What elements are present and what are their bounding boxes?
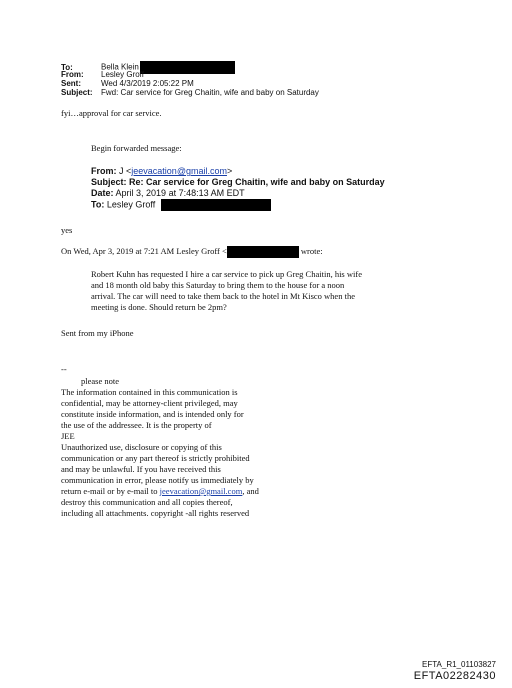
redaction-block: [140, 61, 235, 74]
forwarded-from-close: >: [226, 166, 233, 176]
forwarded-from-name: J <: [119, 166, 132, 176]
forwarded-to-value: Lesley Groff: [106, 199, 156, 210]
on-wed-suffix: wrote:: [300, 246, 323, 256]
intro-text: fyi…approval for car service.: [61, 108, 162, 118]
sent-value: Wed 4/3/2019 2:05:22 PM: [101, 79, 194, 88]
header-subject-row: [61, 88, 319, 98]
disclaimer-line: including all attachments. copyright -all rights reserved: [61, 508, 250, 518]
to-label: To:: [61, 62, 73, 72]
disclaimer-line: The information contained in this communication is: [61, 387, 238, 397]
disclaimer-line: destroy this communication and all copies thereof,: [61, 497, 233, 507]
forwarded-date-value: April 3, 2019 at 7:48:13 AM EDT: [115, 188, 245, 198]
forwarded-from-email[interactable]: jeevacation@gmail.com: [131, 166, 227, 176]
quoted-line: and 18 month old baby this Saturday to bring them to the house for a noon: [91, 280, 345, 290]
disclaimer-line: Unauthorized use, disclosure or copying of this: [61, 442, 222, 452]
from-value: Lesley Groff: [101, 70, 144, 79]
sent-from-text: Sent from my iPhone: [61, 328, 134, 338]
disclaimer-block: [61, 387, 259, 519]
subject-label: Subject:: [61, 88, 93, 97]
disclaimer-line: communication or any part thereof is strictly prohibited: [61, 453, 250, 463]
redaction-block: [161, 199, 271, 211]
from-label: From:: [61, 70, 84, 79]
please-note-text: please note: [81, 376, 119, 386]
disclaimer-line: communication in error, please notify us immediately by: [61, 475, 254, 485]
redaction-block: [227, 246, 299, 258]
on-wed-line: [61, 246, 323, 258]
footer-large-id: EFTA02282430: [413, 670, 496, 682]
forwarded-subject-value: Re: Car service for Greg Chaitin, wife and baby on Saturday: [129, 177, 385, 187]
to-value: Bella Klein: [101, 62, 139, 72]
forwarded-to-label: To:: [91, 199, 105, 210]
forwarded-from-row: [91, 166, 232, 177]
begin-forwarded-text: Begin forwarded message:: [91, 143, 182, 153]
quoted-line: arrival. The car will need to take them back to the hotel in Mt Kisco when the: [91, 291, 355, 301]
disclaimer-link-suffix: , and: [242, 486, 259, 496]
signature-dashes: --: [61, 364, 67, 374]
forwarded-date-row: [91, 188, 245, 199]
forwarded-to-row: [91, 199, 271, 211]
subject-value: Fwd: Car service for Greg Chaitin, wife and baby on Saturday: [101, 88, 319, 97]
disclaimer-link-prefix: return e-mail or by e-mail to: [61, 486, 160, 496]
forwarded-subject-row: [91, 177, 385, 188]
reply-text: yes: [61, 225, 73, 235]
disclaimer-line: the use of the addressee. It is the property of: [61, 420, 212, 430]
forwarded-from-label: From:: [91, 166, 117, 176]
disclaimer-email-link[interactable]: jeevacation@gmail.com: [159, 486, 243, 496]
quoted-line: meeting is done. Should return be 2pm?: [91, 302, 227, 312]
quoted-line: Robert Kuhn has requested I hire a car service to pick up Greg Chaitin, his wife: [91, 269, 362, 279]
disclaimer-line: constitute inside information, and is intended only for: [61, 409, 244, 419]
disclaimer-line: JEE: [61, 431, 75, 441]
forwarded-subject-label: Subject:: [91, 177, 127, 187]
sent-label: Sent:: [61, 79, 81, 88]
on-wed-prefix: On Wed, Apr 3, 2019 at 7:21 AM Lesley Groff <: [61, 246, 227, 256]
quoted-message: [91, 269, 362, 313]
disclaimer-link-line: [61, 486, 259, 497]
disclaimer-line: and may be unlawful. If you have received this: [61, 464, 221, 474]
footer-small-id: EFTA_R1_01103827: [422, 660, 496, 669]
disclaimer-line: confidential, may be attorney-client privileged, may: [61, 398, 238, 408]
forwarded-date-label: Date:: [91, 188, 114, 198]
